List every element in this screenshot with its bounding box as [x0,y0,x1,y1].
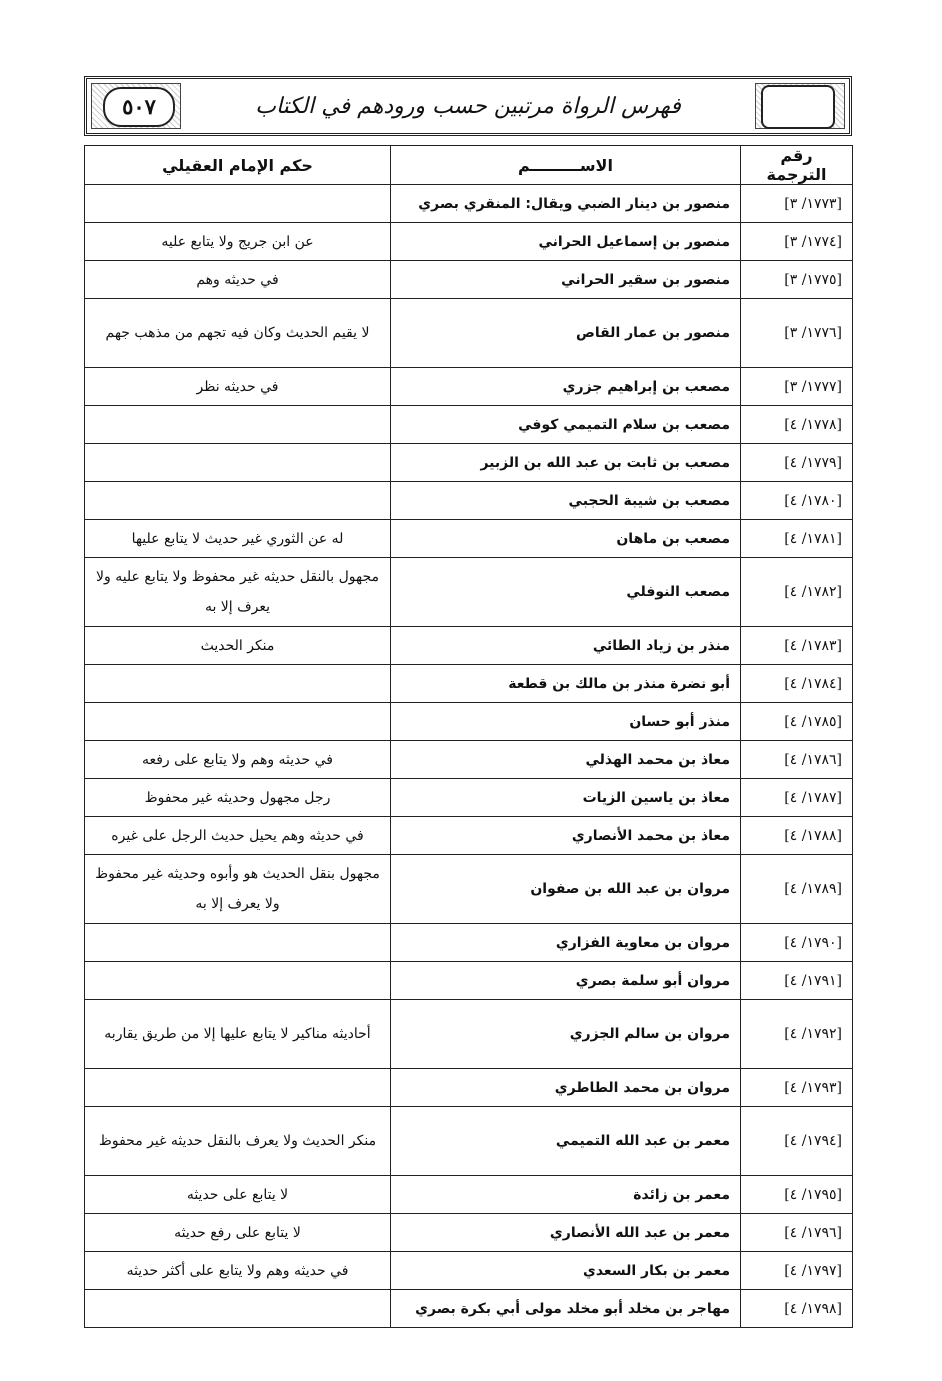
ruling-cell [85,962,391,1000]
table-row [85,627,853,665]
narrator-name-cell: مصعب بن ماهان [391,520,741,558]
ruling-cell [85,482,391,520]
narrator-name-cell: معمر بن عبد الله التميمي [391,1107,741,1176]
table-row [85,1107,853,1176]
header-name: الاســـــــــم [391,146,741,185]
ruling-cell [85,665,391,703]
table-row [85,962,853,1000]
narrator-name-cell: معمر بن عبد الله الأنصاري [391,1214,741,1252]
table-row [85,924,853,962]
ruling-cell [85,703,391,741]
narrator-name-cell: مهاجر بن مخلد أبو مخلد مولى أبي بكرة بصري [391,1290,741,1328]
table-row [85,1176,853,1214]
translation-number-cell: [١٧٩٤/ ٤] [741,1107,853,1176]
table-row [85,855,853,924]
ruling-cell [85,1290,391,1328]
translation-number-cell: [١٧٨٩/ ٤] [741,855,853,924]
table-row [85,1290,853,1328]
translation-number-cell: [١٧٩١/ ٤] [741,962,853,1000]
ruling-cell: في حديثه وهم يحيل حديث الرجل على غيره [85,817,391,855]
table-row [85,368,853,406]
narrator-name-cell: مروان أبو سلمة بصري [391,962,741,1000]
translation-number-cell: [١٧٧٦/ ٣] [741,299,853,368]
narrator-name-cell: مروان بن سالم الجزري [391,1000,741,1069]
translation-number-cell: [١٧٩٥/ ٤] [741,1176,853,1214]
narrator-name-cell: منصور بن دينار الضبي ويقال: المنقري بصري [391,185,741,223]
narrator-name-cell: أبو نضرة منذر بن مالك بن قطعة [391,665,741,703]
table-row [85,665,853,703]
ruling-cell [85,185,391,223]
ruling-cell: مجهول بنقل الحديث هو وأبوه وحديثه غير محفوظ ولا يعرف إلا به [85,855,391,924]
table-row [85,406,853,444]
narrator-name-cell: معاذ بن محمد الأنصاري [391,817,741,855]
narrator-name-cell: منذر أبو حسان [391,703,741,741]
ruling-cell: له عن الثوري غير حديث لا يتابع عليها [85,520,391,558]
narrator-name-cell: مصعب بن إبراهيم جزري [391,368,741,406]
translation-number-cell: [١٧٩٨/ ٤] [741,1290,853,1328]
ruling-cell: عن ابن جريج ولا يتابع عليه [85,223,391,261]
translation-number-cell: [١٧٩٠/ ٤] [741,924,853,962]
narrator-name-cell: منصور بن عمار القاص [391,299,741,368]
table-row [85,223,853,261]
page-title: فهرس الرواة مرتبين حسب ورودهم في الكتاب [255,94,681,119]
narrator-name-cell: مروان بن محمد الطاطري [391,1069,741,1107]
publisher-logo [761,85,835,129]
ruling-cell: أحاديثه مناكير لا يتابع عليها إلا من طريق يقاربه [85,1000,391,1069]
header-translation-number: رقم الترجمة [741,146,853,185]
translation-number-cell: [١٧٧٩/ ٤] [741,444,853,482]
narrator-name-cell: معاذ بن ياسين الزيات [391,779,741,817]
narrator-name-cell: مصعب النوفلي [391,558,741,627]
narrator-name-cell: معمر بن بكار السعدي [391,1252,741,1290]
translation-number-cell: [١٧٧٧/ ٣] [741,368,853,406]
narrator-name-cell: مصعب بن شيبة الحجبي [391,482,741,520]
table-row [85,779,853,817]
ruling-cell: مجهول بالنقل حديثه غير محفوظ ولا يتابع عليه ولا يعرف إلا به [85,558,391,627]
translation-number-cell: [١٧٩٦/ ٤] [741,1214,853,1252]
translation-number-cell: [١٧٧٤/ ٣] [741,223,853,261]
table-row [85,261,853,299]
ruling-cell: لا يتابع على حديثه [85,1176,391,1214]
ruling-cell [85,406,391,444]
translation-number-cell: [١٧٨٧/ ٤] [741,779,853,817]
translation-number-cell: [١٧٨٢/ ٤] [741,558,853,627]
ruling-cell [85,444,391,482]
narrator-name-cell: منصور بن إسماعيل الحراني [391,223,741,261]
narrator-name-cell: مصعب بن سلام التميمي كوفي [391,406,741,444]
ruling-cell: رجل مجهول وحديثه غير محفوظ [85,779,391,817]
ruling-cell: لا يتابع على رفع حديثه [85,1214,391,1252]
translation-number-cell: [١٧٧٥/ ٣] [741,261,853,299]
translation-number-cell: [١٧٨٦/ ٤] [741,741,853,779]
narrators-index-table [84,145,853,1328]
table-header-row [85,146,853,185]
narrator-name-cell: معمر بن زائدة [391,1176,741,1214]
translation-number-cell: [١٧٨٤/ ٤] [741,665,853,703]
translation-number-cell: [١٧٩٧/ ٤] [741,1252,853,1290]
table-row [85,444,853,482]
narrator-name-cell: مروان بن معاوية الفزاري [391,924,741,962]
narrator-name-cell: معاذ بن محمد الهذلي [391,741,741,779]
translation-number-cell: [١٧٩٢/ ٤] [741,1000,853,1069]
ruling-cell: في حديثه وهم ولا يتابع على أكثر حديثه [85,1252,391,1290]
translation-number-cell: [١٧٨٠/ ٤] [741,482,853,520]
ruling-cell: في حديثه وهم ولا يتابع على رفعه [85,741,391,779]
ruling-cell: منكر الحديث [85,627,391,665]
ruling-cell: في حديثه نظر [85,368,391,406]
table-row [85,558,853,627]
page-header [84,76,852,136]
translation-number-cell: [١٧٩٣/ ٤] [741,1069,853,1107]
table-row [85,1000,853,1069]
ruling-cell [85,1069,391,1107]
translation-number-cell: [١٧٨١/ ٤] [741,520,853,558]
ruling-cell: منكر الحديث ولا يعرف بالنقل حديثه غير محفوظ [85,1107,391,1176]
table-body [85,185,853,1328]
table-row [85,299,853,368]
table-row [85,1252,853,1290]
header-ruling: حكم الإمام العقيلي [85,146,391,185]
table-row [85,520,853,558]
table-row [85,185,853,223]
table-row [85,1214,853,1252]
translation-number-cell: [١٧٨٨/ ٤] [741,817,853,855]
narrator-name-cell: منذر بن زياد الطائي [391,627,741,665]
ruling-cell [85,924,391,962]
narrator-name-cell: مصعب بن ثابت بن عبد الله بن الزبير [391,444,741,482]
table-row [85,1069,853,1107]
table-row [85,703,853,741]
translation-number-cell: [١٧٧٣/ ٣] [741,185,853,223]
ruling-cell: لا يقيم الحديث وكان فيه تجهم من مذهب جهم [85,299,391,368]
translation-number-cell: [١٧٧٨/ ٤] [741,406,853,444]
table-row [85,817,853,855]
translation-number-cell: [١٧٨٥/ ٤] [741,703,853,741]
narrator-name-cell: منصور بن سقير الحراني [391,261,741,299]
ruling-cell: في حديثه وهم [85,261,391,299]
translation-number-cell: [١٧٨٣/ ٤] [741,627,853,665]
table-row [85,482,853,520]
page-number: ٥٠٧ [103,87,175,127]
table-row [85,741,853,779]
narrator-name-cell: مروان بن عبد الله بن صفوان [391,855,741,924]
